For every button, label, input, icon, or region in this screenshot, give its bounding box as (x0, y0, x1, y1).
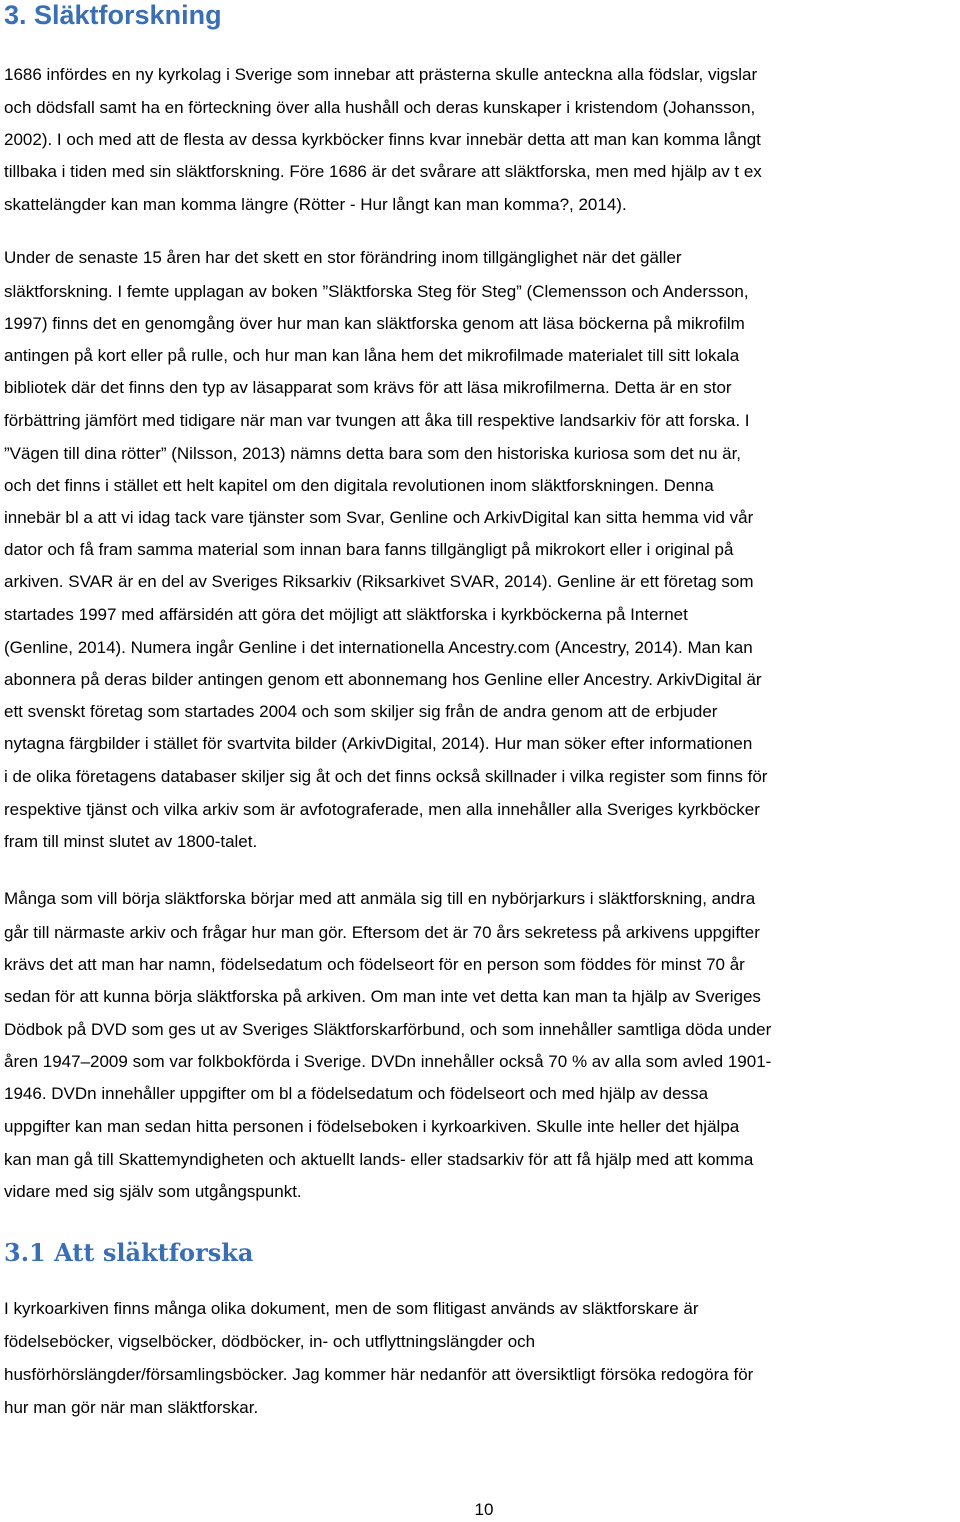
text-line: Många som vill börja släktforska börjar med att anmäla sig till en nybörjarkurs i släktforskning, andra (4, 889, 756, 908)
text-line: och det finns i stället ett helt kapitel om den digitala revolutionen inom släktforskningen. Denna (4, 476, 714, 495)
text-line: skattelängder kan man komma längre (Rötter - Hur långt kan man komma?, 2014). (4, 195, 627, 214)
text-line: ett svenskt företag som startades 2004 och som skiljer sig från de andra genom att de erbjuder (4, 702, 718, 721)
text-line: nytagna färgbilder i stället för svartvita bilder (ArkivDigital, 2014). Hur man söker efter informationen (4, 734, 753, 753)
text-line: startades 1997 med affärsidén att göra det möjligt att släktforska i kyrkböckerna på Internet (4, 605, 688, 624)
section-heading: 3. Släktforskning (4, 0, 222, 30)
text-line: i de olika företagens databaser skiljer sig åt och det finns också skillnader i vilka register som finns för (4, 767, 768, 786)
text-line: Under de senaste 15 åren har det skett en stor förändring inom tillgänglighet när det gäller (4, 248, 682, 267)
text-line: (Genline, 2014). Numera ingår Genline i det internationella Ancestry.com (Ancestry, 2014). Man kan (4, 638, 753, 657)
text-line: innebär bl a att vi idag tack vare tjänster som Svar, Genline och ArkivDigital kan sitta hemma vid vår (4, 508, 754, 527)
text-line: Dödbok på DVD som ges ut av Sveriges Släktforskarförbund, och som innehåller samtliga döda under (4, 1020, 772, 1039)
text-line: tillbaka i tiden med sin släktforskning. Före 1686 är det svårare att släktforska, men med hjälp av t ex (4, 162, 762, 181)
text-line: uppgifter kan man sedan hitta personen i födelseboken i kyrkoarkiven. Skulle inte heller det hjälpa (4, 1117, 740, 1136)
text-line: åren 1947–2009 som var folkbokförda i Sverige. DVDn innehåller också 70 % av alla som avled 1901- (4, 1052, 772, 1071)
text-line: abonnera på deras bilder antingen genom ett abonnemang hos Genline eller Ancestry. ArkivDigital är (4, 670, 762, 689)
text-line: och dödsfall samt ha en förteckning över alla hushåll och deras kunskaper i kristendom (Johansson, (4, 98, 756, 117)
text-line: 1946. DVDn innehåller uppgifter om bl a födelsedatum och födelseort och med hjälp av dessa (4, 1084, 709, 1103)
page-number: 10 (474, 1500, 494, 1519)
text-line: 1686 infördes en ny kyrkolag i Sverige som innebar att prästerna skulle anteckna alla födslar, vigslar (4, 65, 758, 84)
text-line: husförhörslängder/församlingsböcker. Jag kommer här nedanför att översiktligt försöka redogöra för (4, 1365, 754, 1384)
text-line: ”Vägen till dina rötter” (Nilsson, 2013) nämns detta bara som den historiska kuriosa som det nu är, (4, 444, 742, 463)
subsection-heading: 3.1 Att släktforska (4, 1238, 254, 1267)
text-line: släktforskning. I femte upplagan av boken ”Släktforska Steg för Steg” (Clemensson och Andersson, (4, 282, 749, 301)
text-line: 2002). I och med att de flesta av dessa kyrkböcker finns kvar innebär detta att man kan komma långt (4, 130, 761, 149)
text-line: hur man gör när man släktforskar. (4, 1398, 259, 1417)
text-line: krävs det att man har namn, födelsedatum och födelseort för en person som föddes för minst 70 år (4, 955, 745, 974)
text-line: förbättring jämfört med tidigare när man var tvungen att åka till respektive landsarkiv för att forska. I (4, 411, 750, 430)
text-line: antingen på kort eller på rulle, och hur man kan låna hem det mikrofilmade materialet till sitt lokala (4, 346, 740, 365)
text-line: bibliotek där det finns den typ av läsapparat som krävs för att läsa mikrofilmerna. Detta är en stor (4, 378, 732, 397)
text-line: I kyrkoarkiven finns många olika dokument, men de som flitigast används av släktforskare är (4, 1299, 699, 1318)
text-line: vidare med sig själv som utgångspunkt. (4, 1182, 302, 1201)
text-line: respektive tjänst och vilka arkiv som är avfotograferade, men alla innehåller alla Sveriges kyrkböcker (4, 800, 760, 819)
text-line: födelseböcker, vigselböcker, dödböcker, in- och utflyttningslängder och (4, 1332, 536, 1351)
text-line: går till närmaste arkiv och frågar hur man gör. Eftersom det är 70 års sekretess på arkivens uppgifter (4, 923, 760, 942)
text-line: fram till minst slutet av 1800-talet. (4, 832, 258, 851)
text-line: kan man gå till Skattemyndigheten och aktuellt lands- eller stadsarkiv för att få hjälp med att komma (4, 1150, 754, 1169)
text-line: sedan för att kunna börja släktforska på arkiven. Om man inte vet detta kan man ta hjälp av Sveriges (4, 987, 761, 1006)
text-line: dator och få fram samma material som innan bara fanns tillgängligt på mikrokort eller i original på (4, 540, 734, 559)
text-line: arkiven. SVAR är en del av Sveriges Riksarkiv (Riksarkivet SVAR, 2014). Genline är ett företag som (4, 572, 754, 591)
text-line: 1997) finns det en genomgång över hur man kan släktforska genom att läsa böckerna på mikrofilm (4, 314, 745, 333)
